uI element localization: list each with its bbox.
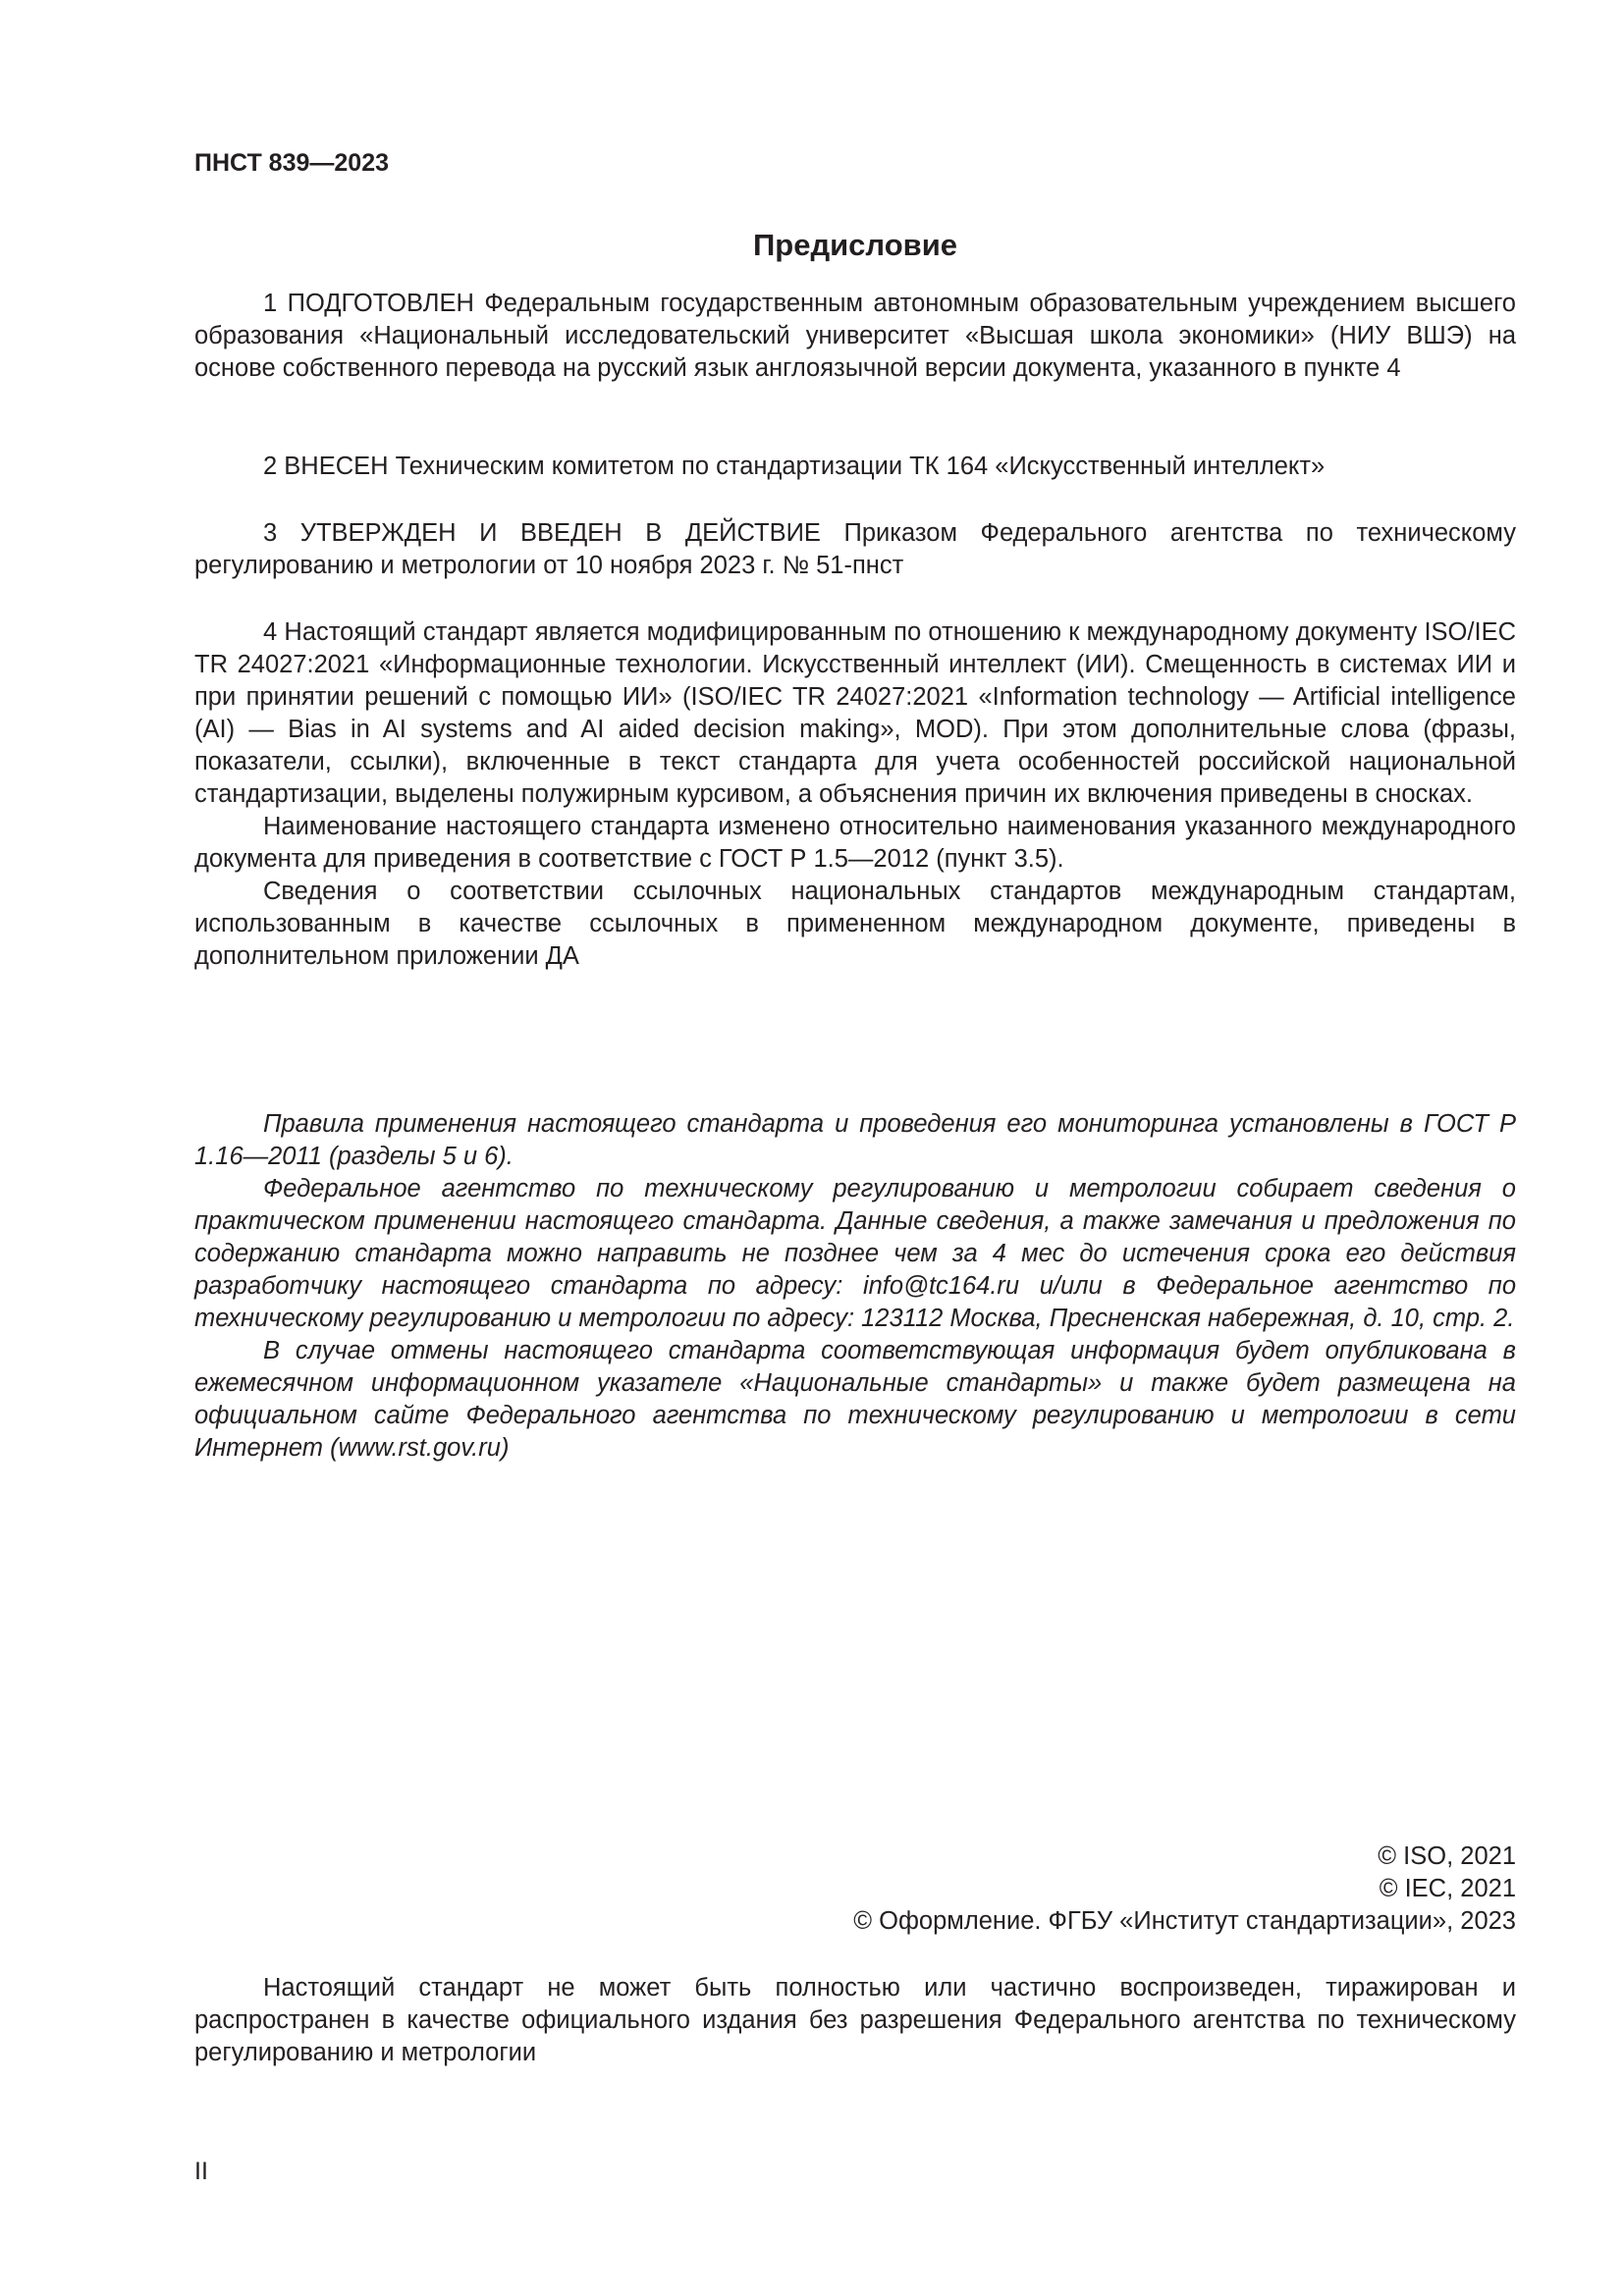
foreword-item-1: 1 ПОДГОТОВЛЕН Федеральным государственным автономным образовательным учреждением высшего образования «Национальный исследовательский университет «Высшая школа экономики» (НИУ ВШЭ) на основе собственного перевода на русский язык англоязычной версии документа, указанного в пункте 4: [194, 290, 1516, 382]
foreword-item-4-name-note: Наименование настоящего стандарта изменено относительно наименования указанного международного документа для приведения в соответствие с ГОСТ Р 1.5—2012 (пункт 3.5).: [194, 813, 1516, 873]
foreword-item-4-references-note: Сведения о соответствии ссылочных национальных стандартов международным стандартам, использованным в качестве ссылочных в примененном международном документе, приведены в дополнительном приложении ДА: [194, 878, 1516, 970]
copyright-iec: © IEC, 2021: [1379, 1875, 1516, 1902]
foreword-item-4: 4 Настоящий стандарт является модифицированным по отношению к международному документу ISO/IEC TR 24027:2021 «Информационные технологии. Искусственный интеллект (ИИ). Смещенность в системах ИИ и при принятии решений с помощью ИИ» (ISO/IEC TR 24027:2021 «Information technology — Artificial intelligence (AI) — Bias in AI systems and AI aided decision making», MOD). При этом дополнительные слова (фразы, показатели, ссылки), включенные в текст стандарта для учета особенностей российской национальной стандартизации, выделены полужирным курсивом, а объяснения причин их включения приведены в сносках.: [194, 618, 1516, 808]
reproduction-notice: Настоящий стандарт не может быть полностью или частично воспроизведен, тиражирован и распространен в качестве официального издания без разрешения Федерального агентства по техническому регулированию и метрологии: [194, 1974, 1516, 2066]
rules-paragraph-3: В случае отмены настоящего стандарта соответствующая информация будет опубликована в ежемесячном информационном указателе «Национальные стандарты» и также будет размещена на официальном сайте Федерального агентства по техническому регулированию и метрологии в сети Интернет (www.rst.gov.ru): [194, 1337, 1516, 1462]
foreword-item-1-block: [194, 288, 1516, 385]
reproduction-notice-block: [194, 1972, 1516, 2069]
rules-block: [194, 1108, 1516, 1465]
copyright-layout: © Оформление. ФГБУ «Институт стандартизации», 2023: [853, 1907, 1516, 1935]
foreword-item-4-block: [194, 616, 1516, 973]
foreword-item-3: 3 УТВЕРЖДЕН И ВВЕДЕН В ДЕЙСТВИЕ Приказом Федерального агентства по техническому регулированию и метрологии от 10 ноября 2023 г. № 51-пнст: [194, 519, 1516, 579]
rules-paragraph-2: Федеральное агентство по техническому регулированию и метрологии собирает сведения о практическом применении настоящего стандарта. Данные сведения, а также замечания и предложения по содержанию стандарта можно направить не позднее чем за 4 мес до истечения срока его действия разработчику настоящего стандарта по адресу: info@tc164.ru и/или в Федеральное агентство по техническому регулированию и метрологии по адресу: 123112 Москва, Пресненская набережная, д. 10, стр. 2.: [194, 1175, 1516, 1332]
document-id: ПНСТ 839—2023: [194, 149, 389, 177]
rules-paragraph-1: Правила применения настоящего стандарта и проведения его мониторинга установлены в ГОСТ Р 1.16—2011 (разделы 5 и 6).: [194, 1110, 1516, 1170]
page-title: Предисловие: [752, 228, 957, 262]
foreword-item-2-block: [194, 451, 1516, 483]
copyright-iso: © ISO, 2021: [1378, 1842, 1516, 1870]
copyright-block: [194, 1841, 1516, 1938]
foreword-item-3-block: [194, 517, 1516, 582]
page-number: II: [194, 2158, 208, 2185]
foreword-item-2: 2 ВНЕСЕН Техническим комитетом по стандартизации ТК 164 «Искусственный интеллект»: [263, 453, 1326, 480]
